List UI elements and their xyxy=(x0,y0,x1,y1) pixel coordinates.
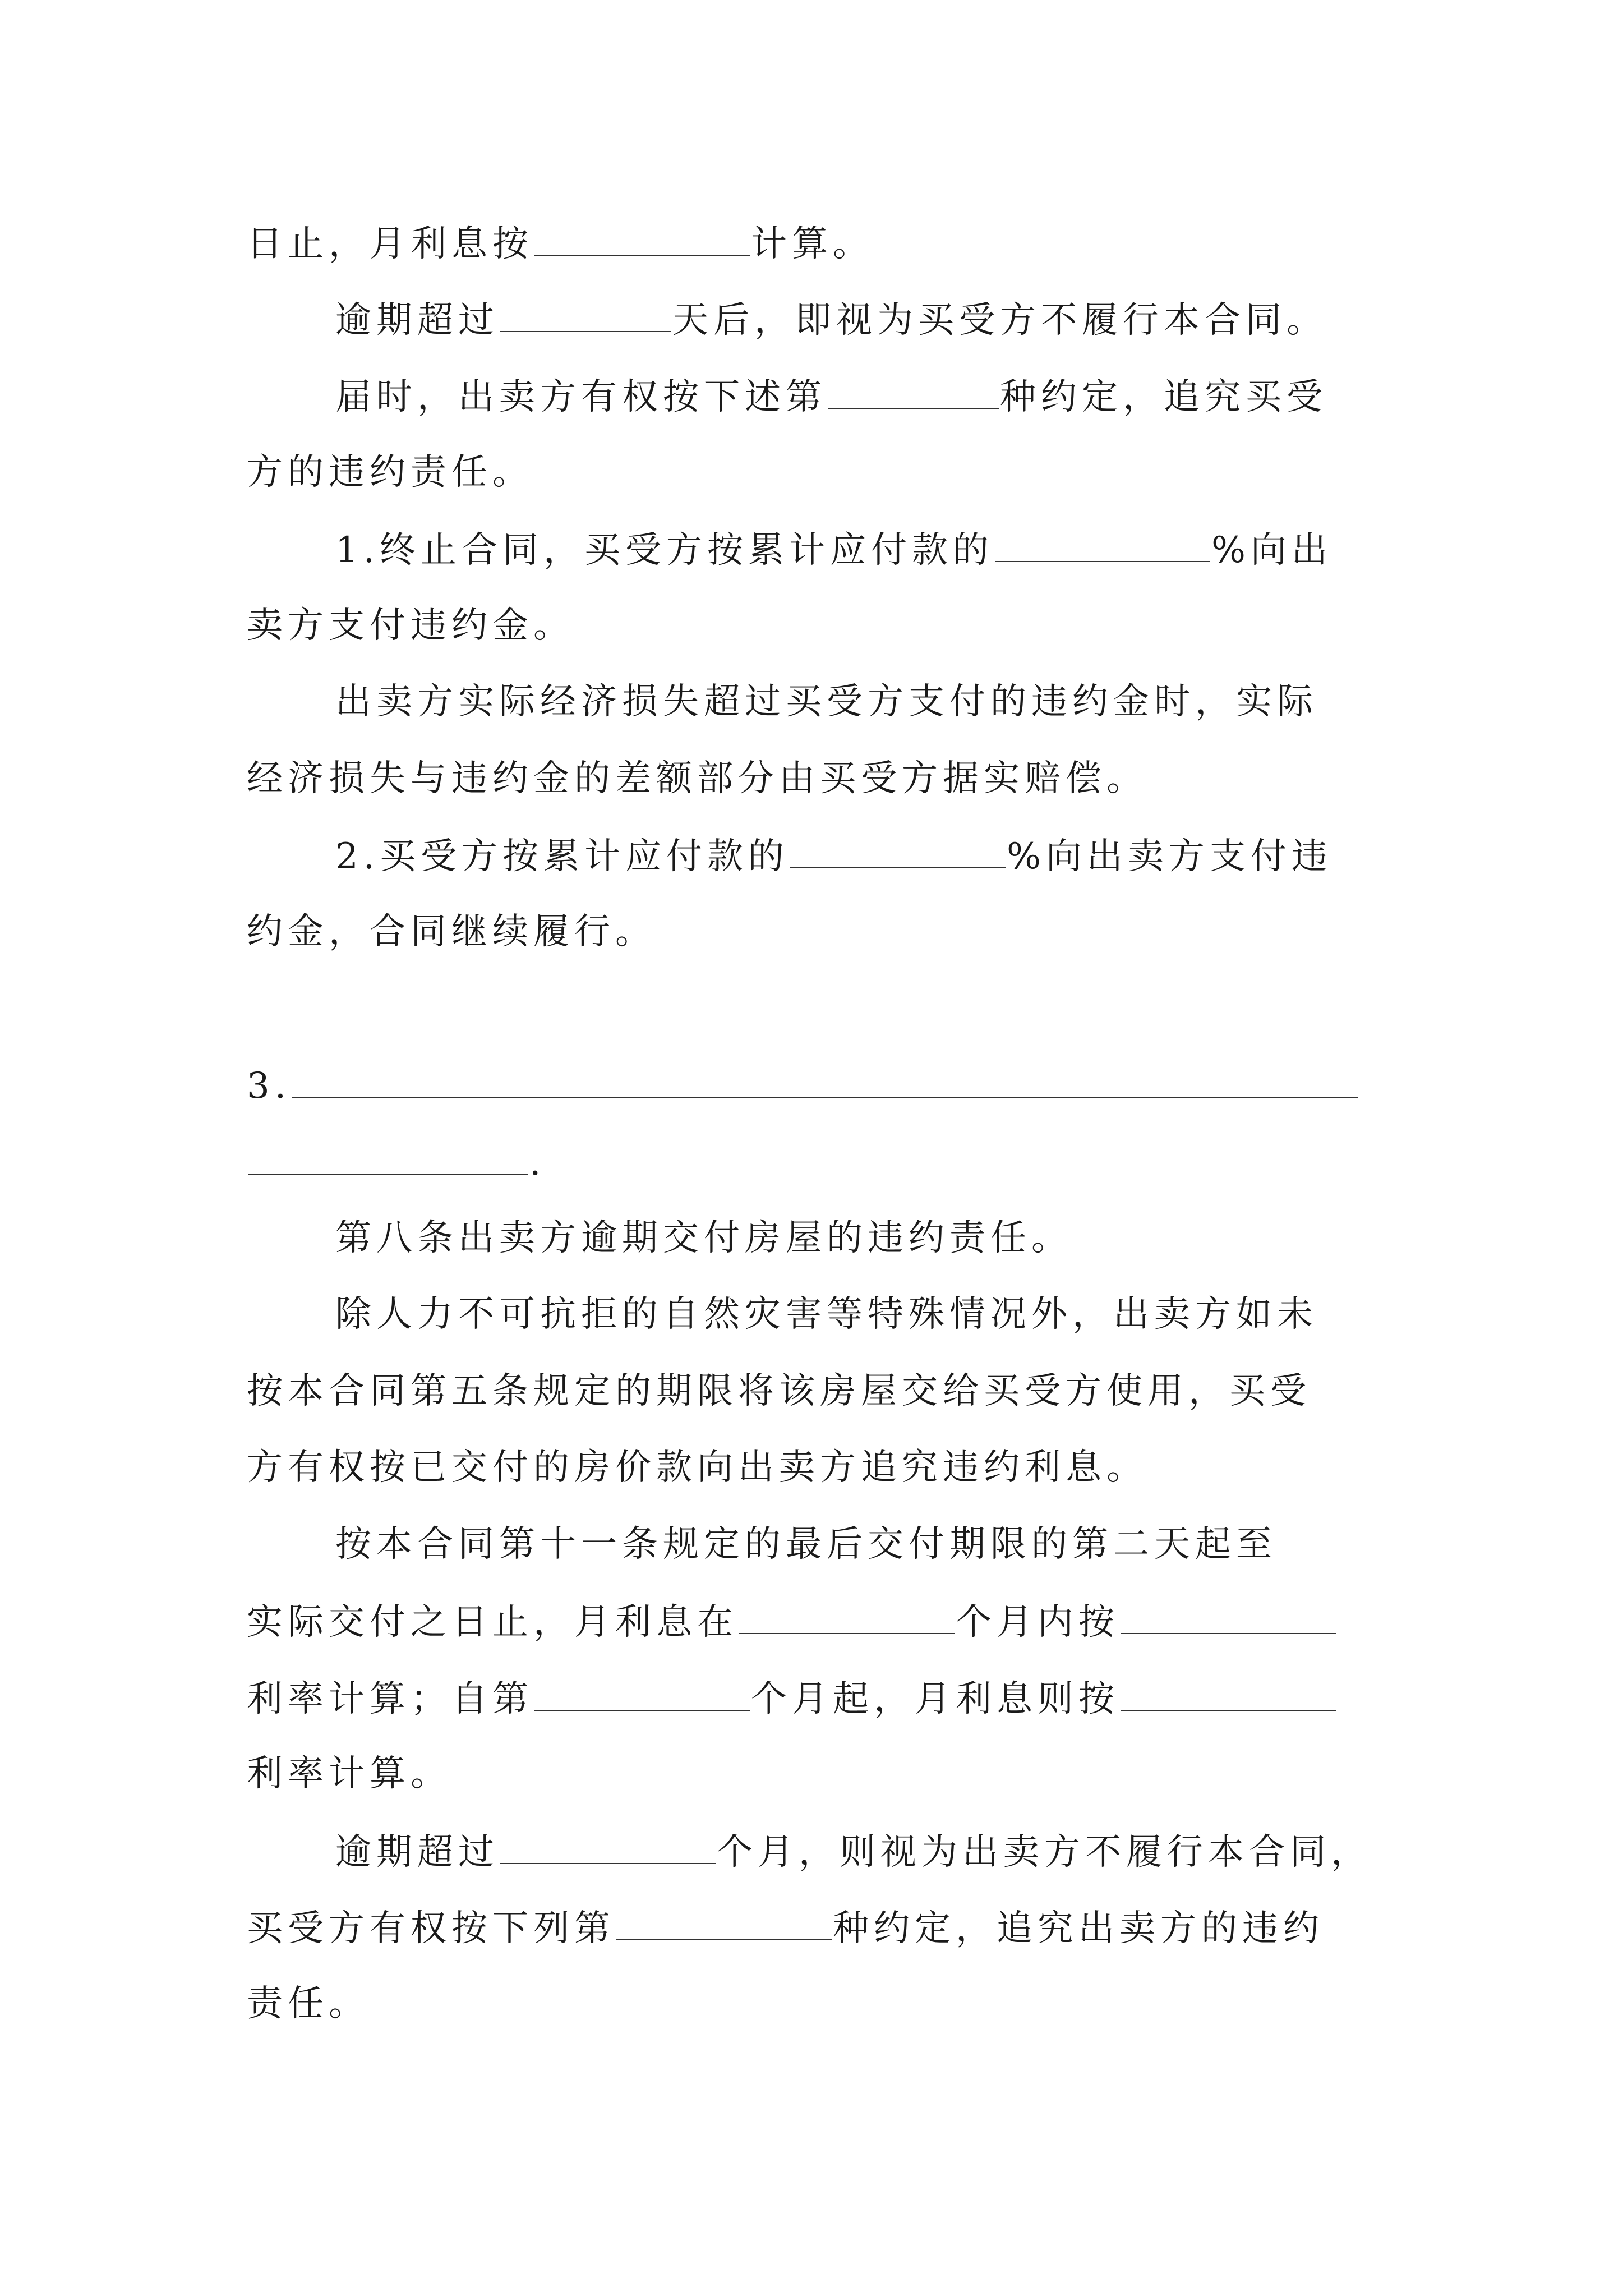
text-line xyxy=(247,1062,1359,1108)
blank-field xyxy=(739,1598,955,1634)
text-span: 个月内按 xyxy=(956,1602,1119,1643)
text-line xyxy=(247,1598,1337,1645)
text-line xyxy=(247,1675,1337,1722)
blank-field xyxy=(1121,1598,1336,1634)
text-line: 利率计算。 xyxy=(247,1753,451,1795)
blank-field xyxy=(248,1139,528,1175)
blank-field xyxy=(500,296,671,332)
text-line: 按本合同第十一条规定的最后交付期限的第二天起至 xyxy=(335,1524,1277,1565)
text-line: 方的违约责任。 xyxy=(247,452,533,493)
text-line xyxy=(247,1904,1324,1951)
text-span: 利率计算；自第 xyxy=(247,1678,533,1720)
text-line xyxy=(247,1139,546,1185)
text-line: 除人力不可抗拒的自然灾害等特殊情况外，出卖方如未 xyxy=(335,1294,1318,1335)
text-line xyxy=(335,1828,1372,1875)
text-line xyxy=(247,220,874,266)
blank-field xyxy=(995,526,1210,562)
blank-field xyxy=(1121,1675,1336,1711)
blank-field xyxy=(534,1675,750,1711)
text-line: 经济损失与违约金的差额部分由买受方据实赔偿。 xyxy=(247,758,1147,799)
text-span: %向出卖方支付违 xyxy=(1007,836,1332,877)
text-span: 1.终止合同，买受方按累计应付款的 xyxy=(335,530,994,571)
text-line: 方有权按已交付的房价款向出卖方追究违约利息。 xyxy=(247,1447,1147,1488)
text-line: 约金，合同继续履行。 xyxy=(247,911,656,953)
blank-field xyxy=(790,832,1006,868)
text-span: 实际交付之日止，月利息在 xyxy=(247,1602,738,1643)
text-span: %向出 xyxy=(1211,530,1332,571)
text-span: 3. xyxy=(247,1065,292,1107)
text-span: 买受方有权按下列第 xyxy=(247,1908,615,1949)
text-span: 个月起，月利息则按 xyxy=(751,1678,1119,1720)
text-span: 逾期超过 xyxy=(335,300,499,341)
text-span: 2.买受方按累计应付款的 xyxy=(335,836,790,877)
text-span: . xyxy=(529,1142,546,1184)
blank-field xyxy=(828,373,999,409)
text-span: 逾期超过 xyxy=(335,1832,499,1873)
text-line xyxy=(335,296,1327,343)
text-line xyxy=(335,373,1327,420)
text-line: 责任。 xyxy=(247,1983,370,2024)
text-line: 第八条出卖方逾期交付房屋的违约责任。 xyxy=(335,1217,1072,1259)
text-line: 出卖方实际经济损失超过买受方支付的违约金时，实际 xyxy=(335,681,1318,723)
blank-field xyxy=(616,1904,832,1940)
text-span: 计算。 xyxy=(751,223,874,265)
text-span: 种约定，追究出卖方的违约 xyxy=(833,1908,1324,1949)
text-span: 天后，即视为买受方不履行本合同。 xyxy=(672,300,1327,341)
blank-field xyxy=(292,1062,1358,1098)
text-span: 届时，出卖方有权按下述第 xyxy=(335,376,827,418)
text-line xyxy=(335,832,1332,879)
text-span: 日止，月利息按 xyxy=(247,223,533,265)
blank-field xyxy=(500,1828,716,1864)
blank-field xyxy=(534,220,750,256)
text-span: 种约定，追究买受 xyxy=(1000,376,1327,418)
text-span: 个月，则视为出卖方不履行本合同， xyxy=(717,1832,1372,1873)
text-line xyxy=(335,526,1332,573)
text-line: 按本合同第五条规定的期限将该房屋交给买受方使用，买受 xyxy=(247,1370,1311,1412)
text-line: 卖方支付违约金。 xyxy=(247,605,574,646)
